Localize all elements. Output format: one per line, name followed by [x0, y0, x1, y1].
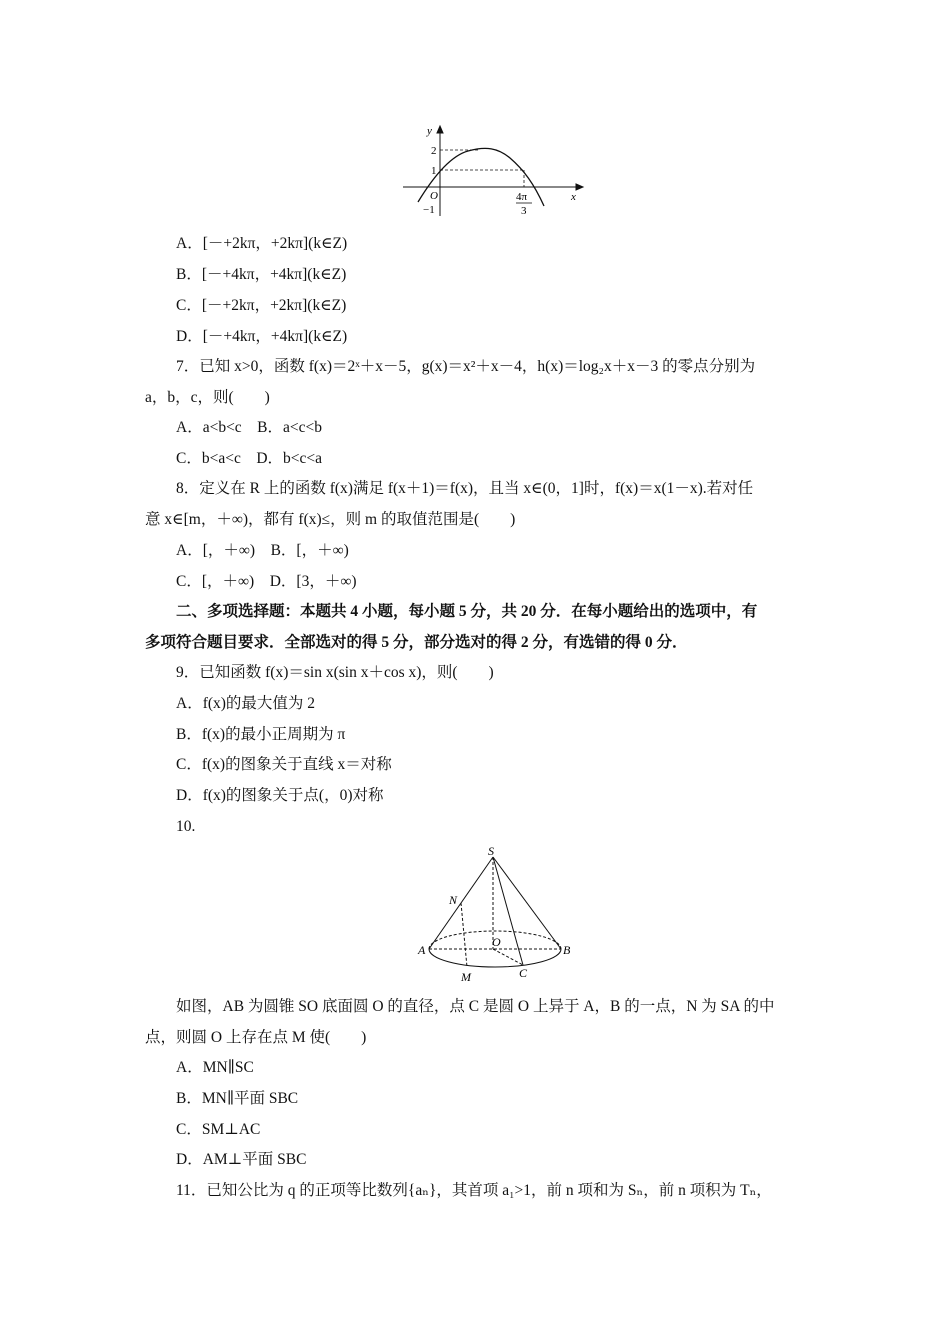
q10-option-c: C．SM⊥AC [176, 1121, 261, 1138]
label-n: N [449, 893, 458, 907]
function-graph-figure [398, 124, 588, 220]
q10-number: 10. [176, 818, 196, 835]
q6-option-d: D．[－+4kπ，+4kπ](k∈Z) [176, 328, 348, 345]
q10-option-b: B．MN∥平面 SBC [176, 1090, 299, 1107]
q6-option-b: B．[－+4kπ，+4kπ](k∈Z) [176, 266, 347, 283]
q7-options-cd: C．b<a<c D．b<c<a [176, 450, 323, 467]
q7-options-ab: A．a<b<c B．a<c<b [176, 419, 323, 436]
x-axis-label: x [571, 191, 576, 203]
base-circle-front [429, 949, 561, 967]
label-c: C [519, 966, 528, 980]
q9-option-b: B．f(x)的最小正周期为 π [176, 726, 346, 743]
q8-options-ab: A．[，＋∞) B．[，＋∞) [176, 542, 349, 559]
y-tick-1: 1 [431, 165, 437, 177]
segment-nm [461, 903, 467, 967]
edge-sb [493, 857, 561, 949]
q8-stem-line2: 意 x∈[m，＋∞)，都有 f(x)≤，则 m 的取值范围是( ) [145, 511, 516, 528]
q7-stem-line1: 7．已知 x>0，函数 f(x)＝2ˣ＋x－5，g(x)＝x²＋x－4，h(x)＝log₂x＋x－3 的零点分别为 [176, 358, 756, 375]
cone-figure [415, 843, 575, 985]
q10-stem-line1: 如图，AB 为圆锥 SO 底面圆 O 的直径，点 C 是圆 O 上异于 A，B 的一点，N 为 SA 的中 [176, 998, 775, 1015]
label-a: A [418, 943, 426, 957]
label-o: O [492, 935, 501, 949]
y-axis-arrow [437, 126, 443, 133]
label-b: B [563, 943, 571, 957]
q8-options-cd: C．[，＋∞) D．[3，＋∞) [176, 573, 357, 590]
q11-stem-line1: 11．已知公比为 q 的正项等比数列{aₙ}，其首项 a₁>1，前 n 项和为 Sₙ，前 n 项积为 Tₙ， [176, 1182, 772, 1199]
q10-option-a: A．MN∥SC [176, 1059, 254, 1076]
y-tick-2: 2 [431, 145, 437, 157]
y-tick-neg1: −1 [423, 204, 435, 216]
q6-option-a: A．[－+2kπ，+2kπ](k∈Z) [176, 235, 348, 252]
q9-option-d: D．f(x)的图象关于点(，0)对称 [176, 787, 384, 804]
q9-stem: 9．已知函数 f(x)＝sin x(sin x＋cos x)，则( ) [176, 664, 494, 681]
q7-stem-line2: a，b，c，则( ) [145, 389, 270, 406]
q9-option-a: A．f(x)的最大值为 2 [176, 695, 316, 712]
q8-stem-line1: 8．定义在 R 上的函数 f(x)满足 f(x＋1)＝f(x)，且当 x∈(0，1]时，f(x)＝x(1－x).若对任 [176, 480, 754, 497]
q6-option-c: C．[－+2kπ，+2kπ](k∈Z) [176, 297, 347, 314]
origin-label: O [430, 190, 438, 202]
x-tick-numerator: 4π [516, 191, 528, 203]
q9-option-c: C．f(x)的图象关于直线 x＝对称 [176, 756, 392, 773]
x-tick-denominator: 3 [521, 205, 527, 217]
section2-header-line2: 多项符合题目要求．全部选对的得 5 分，部分选对的得 2 分，有选错的得 0 分． [145, 634, 688, 651]
x-axis-arrow [576, 184, 583, 190]
y-axis-label: y [427, 125, 432, 137]
section2-header-line1: 二、多项选择题：本题共 4 小题，每小题 5 分，共 20 分．在每小题给出的选项中，有 [176, 603, 758, 620]
q10-stem-line2: 点，则圆 O 上存在点 M 使( ) [145, 1029, 367, 1046]
segment-oc [493, 949, 523, 965]
label-m: M [461, 970, 471, 984]
label-s: S [488, 844, 494, 858]
q10-option-d: D．AM⊥平面 SBC [176, 1151, 307, 1168]
